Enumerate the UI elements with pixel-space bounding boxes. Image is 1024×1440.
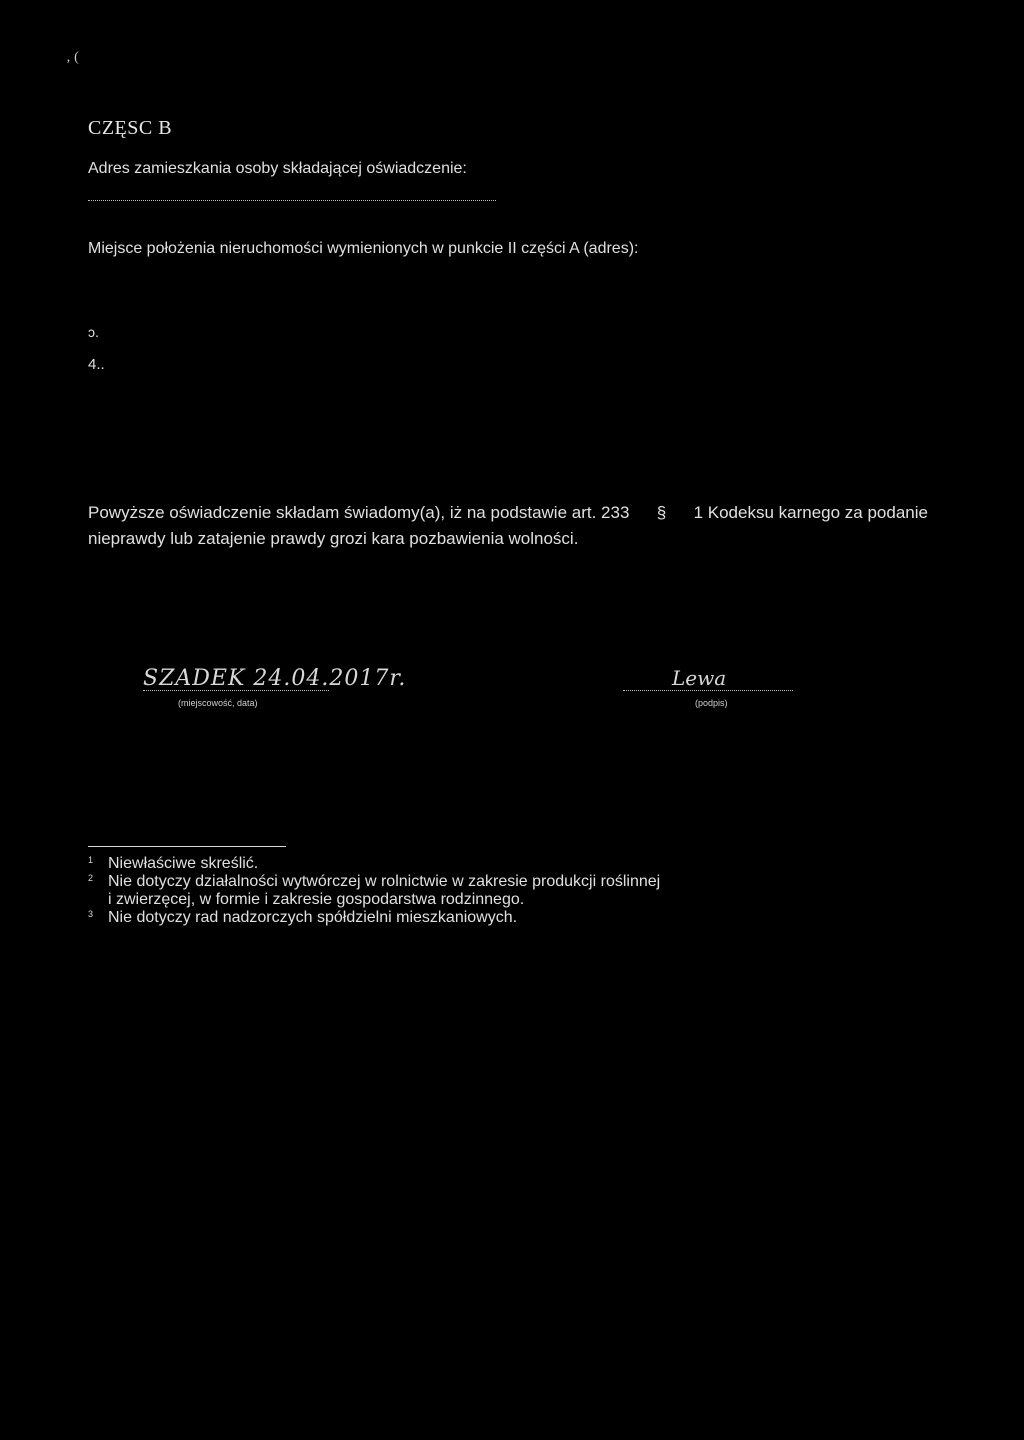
signature-handwritten: Lewa bbox=[672, 666, 727, 690]
footnote-rule bbox=[88, 846, 286, 847]
declaration-line-2: nieprawdy lub zatajenie prawdy grozi kara pozbawienia wolności. bbox=[88, 529, 579, 548]
footnote-2-text: Nie dotyczy działalności wytwórczej w rolnictwie w zakresie produkcji roślinnej bbox=[108, 873, 661, 890]
footnotes bbox=[88, 855, 908, 935]
declaration-line-1-start: Powyższe oświadczenie składam świadomy(a), iż na podstawie art. 233 bbox=[88, 503, 630, 522]
signature-dotted-line bbox=[623, 690, 793, 691]
footnote-3-mark: 3 bbox=[88, 909, 94, 919]
list-item-3: ɔ. bbox=[88, 324, 99, 340]
footnote-2-mark: 2 bbox=[88, 873, 94, 883]
place-date-handwritten: SZADEK 24.04.2017r. bbox=[143, 666, 407, 691]
signature-caption: (podpis) bbox=[695, 698, 728, 708]
declaration-line-1-end: 1 Kodeksu karnego za podanie bbox=[693, 503, 928, 522]
address-label: Adres zamieszkania osoby składającej oświadczenie: bbox=[88, 160, 467, 177]
place-date-dotted-line bbox=[143, 690, 329, 691]
footnote-1-mark: 1 bbox=[88, 855, 94, 865]
section-title: CZĘSC B bbox=[88, 117, 173, 139]
place-date-caption: (miejscowość, data) bbox=[178, 698, 258, 708]
declaration-line-1 bbox=[88, 500, 928, 526]
property-label: Miejsce położenia nieruchomości wymienionych w punkcie II części A (adres): bbox=[88, 240, 639, 257]
list-item-4: 4.. bbox=[88, 356, 105, 373]
footnote-1-text: Niewłaściwe skreślić. bbox=[108, 855, 259, 872]
address-dotted-line bbox=[88, 200, 496, 201]
footnote-2-continued-text: i zwierzęcej, w formie i zakresie gospodarstwa rodzinnego. bbox=[108, 891, 525, 908]
footnote-3-text: Nie dotyczy rad nadzorczych spółdzielni mieszkaniowych. bbox=[108, 909, 518, 926]
corner-mark: ‚ ( bbox=[66, 50, 79, 65]
declaration-paragraph bbox=[88, 500, 928, 552]
section-symbol: § bbox=[656, 503, 667, 522]
